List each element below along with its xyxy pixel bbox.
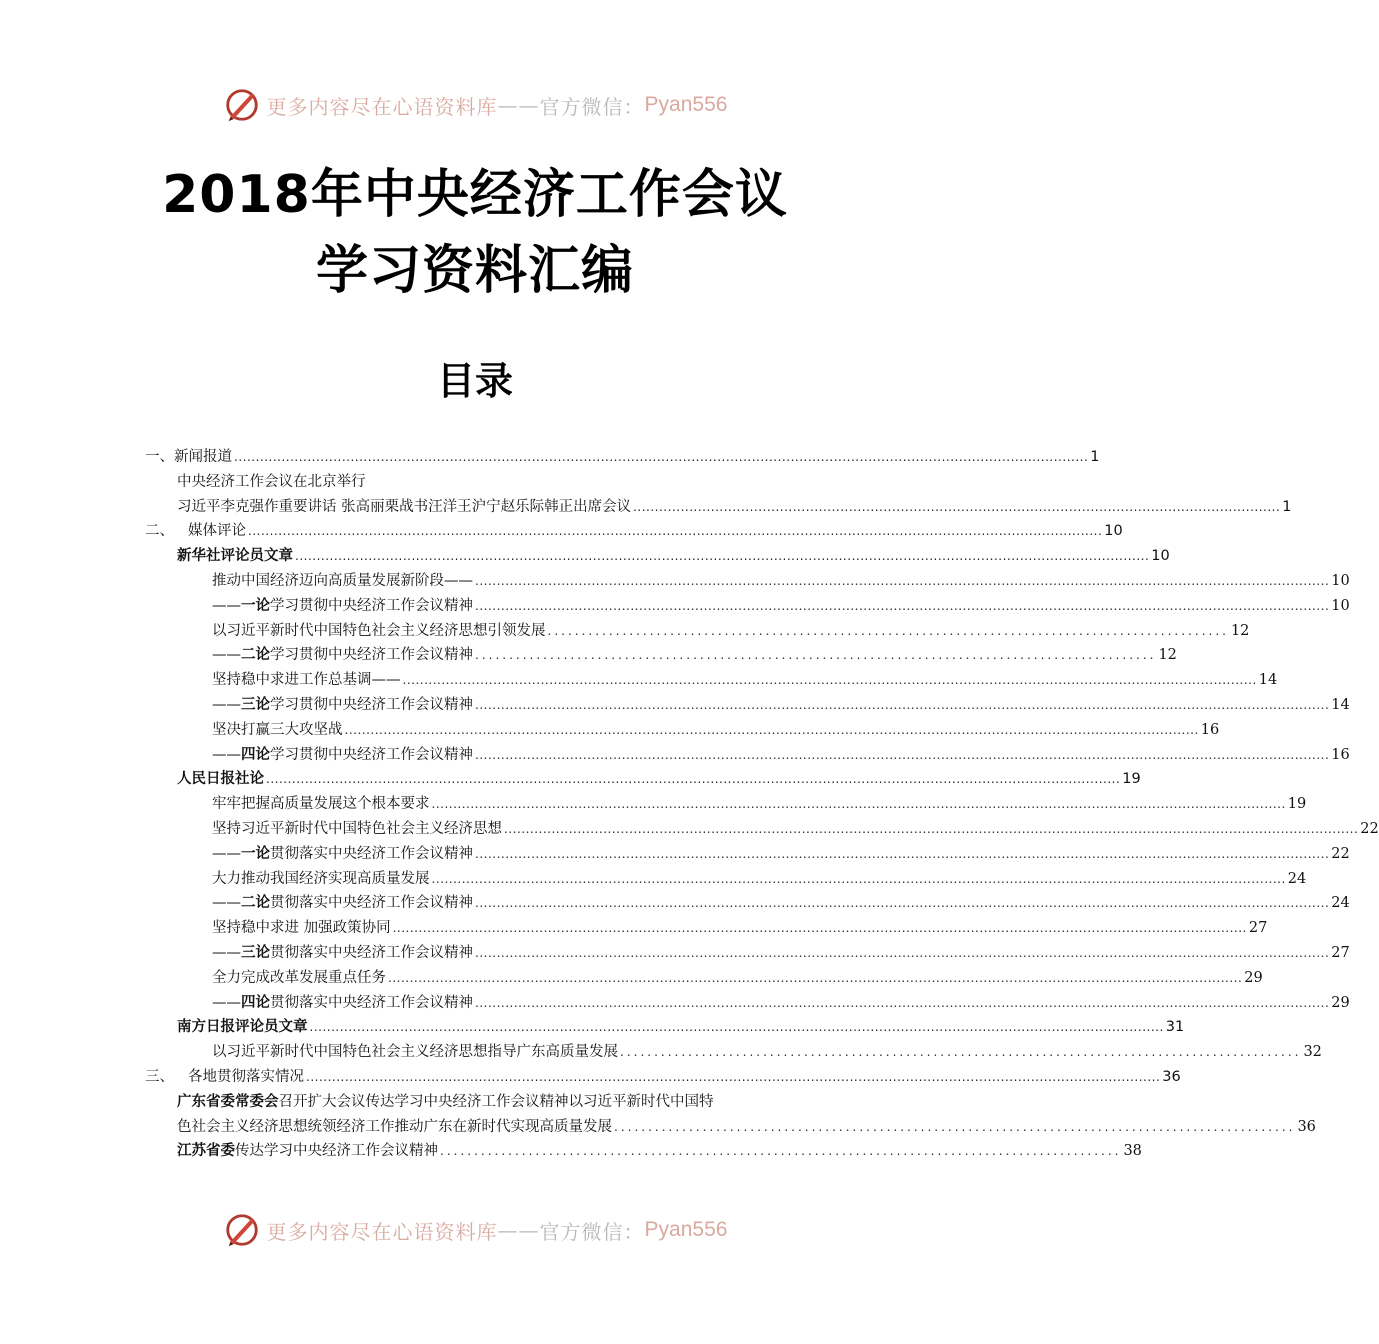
- toc-page-number: 22: [1331, 845, 1350, 862]
- toc-leader: ......................................................................................................................................................................................................: [388, 970, 1243, 985]
- toc-entry-title: 新华社评论员文章: [177, 548, 293, 565]
- toc-leader: ......................................................................................................................................................................................................: [234, 450, 1089, 464]
- toc-entry-title: 学习贯彻中央经济工作会议精神: [270, 597, 473, 614]
- toc-entry-title: 学习贯彻中央经济工作会议精神: [270, 746, 473, 763]
- watermark-wechat-id: Pyan556: [644, 93, 728, 116]
- toc-leader: ......................................................................................................................................................................................................: [475, 945, 1330, 960]
- toc-page-number: 24: [1287, 870, 1307, 887]
- toc-leader: ......................................................................................................................................................................................................: [475, 573, 1330, 588]
- toc-leader: ......................................................................................................................................................: [633, 499, 1281, 514]
- toc-entry-title: 坚决打赢三大攻坚战: [212, 721, 343, 738]
- toc-page-number: 14: [1331, 696, 1350, 713]
- toc-page-number: 19: [1287, 796, 1307, 813]
- toc-page-number: 1: [1090, 449, 1100, 465]
- toc-dash: ——: [212, 647, 241, 664]
- toc-org-label: 江苏省委: [177, 1143, 235, 1160]
- toc-page-number: 10: [1331, 572, 1350, 589]
- toc-leader: ....................................................................................................: [620, 1045, 1302, 1060]
- toc-entry-title: 贯彻落实中央经济工作会议精神: [270, 895, 473, 912]
- toc-leader: ......................................................................................................................................................................................................: [475, 995, 1330, 1010]
- toc-entry[interactable]: [145, 792, 1307, 817]
- toc-leader: ......................................................................................................................................................................................................: [295, 549, 1150, 564]
- toc-page-number: 14: [1258, 672, 1278, 689]
- toc-entry-title: 中央经济工作会议在北京举行: [177, 473, 366, 490]
- toc-page-number: 19: [1122, 771, 1141, 788]
- toc-leader: ....................................................................................................: [614, 1119, 1296, 1134]
- toc-entry[interactable]: [145, 594, 1350, 619]
- toc-page-number: 10: [1151, 548, 1170, 565]
- toc-section-number: 三、: [145, 1068, 174, 1085]
- toc-entry[interactable]: [145, 668, 1278, 693]
- toc-entry-title: 学习贯彻中央经济工作会议精神: [270, 696, 473, 713]
- toc-leader: ......................................................................................................................................................................................................: [431, 797, 1286, 812]
- toc-page-number: 16: [1331, 746, 1350, 763]
- toc-page-number: 10: [1104, 523, 1123, 540]
- toc-entry-title: 学习贯彻中央经济工作会议精神: [270, 647, 473, 664]
- toc-entry[interactable]: [145, 693, 1350, 718]
- watermark-text: 更多内容尽在心语资料库: [266, 94, 498, 119]
- toc-leader: ......................................................................................................................................................................................................: [475, 896, 1330, 911]
- toc-entry[interactable]: [145, 519, 1123, 544]
- footer-watermark: [0, 1210, 950, 1250]
- toc-entry-title: 传达学习中央经济工作会议精神: [235, 1143, 438, 1160]
- toc-entry-title: 以习近平新时代中国特色社会主义经济思想指导广东高质量发展: [212, 1044, 618, 1061]
- toc-entry[interactable]: [145, 817, 1379, 842]
- toc-part-label: 四论: [241, 993, 270, 1011]
- toc-leader: ....................................................................................................: [440, 1144, 1122, 1159]
- toc-page-number: 36: [1162, 1068, 1181, 1085]
- watermark-wechat-id: Pyan556: [644, 1218, 728, 1241]
- toc-entry-title: 南方日报评论员文章: [177, 1019, 308, 1036]
- toc-entry-title: 贯彻落实中央经济工作会议精神: [270, 845, 473, 862]
- toc-entry[interactable]: [145, 842, 1350, 867]
- watermark-separator: ——: [497, 1218, 540, 1242]
- toc-section-number: 二、: [145, 523, 174, 540]
- toc-dash: ——: [212, 845, 241, 862]
- table-of-contents: [145, 445, 1379, 1164]
- document-title-line2: 学习资料汇编: [315, 241, 634, 301]
- toc-entry-title: 媒体评论: [188, 523, 246, 540]
- toc-entry[interactable]: [145, 1139, 1142, 1164]
- toc-entry[interactable]: [145, 619, 1250, 644]
- watermark-wechat-label: 官方微信：: [539, 1219, 645, 1244]
- watermark-text: 更多内容尽在心语资料库: [266, 1219, 498, 1244]
- toc-leader: ......................................................................................................................................................................................................: [431, 871, 1286, 886]
- toc-entry-title: 色社会主义经济思想统领经济工作推动广东在新时代实现高质量发展: [177, 1118, 612, 1135]
- toc-entry[interactable]: [145, 445, 1100, 470]
- toc-dash: ——: [212, 597, 241, 614]
- toc-leader: ......................................................................................................................................................................................................: [266, 772, 1121, 787]
- toc-entry-title: 大力推动我国经济实现高质量发展: [212, 870, 430, 887]
- toc-heading: 目录: [436, 359, 513, 403]
- toc-page-number: 27: [1331, 944, 1350, 961]
- toc-entry[interactable]: [145, 718, 1220, 743]
- toc-page-number: 24: [1331, 895, 1350, 912]
- toc-entry-title: 人民日报社论: [177, 771, 264, 788]
- toc-leader: ......................................................................................................................................................................................................: [402, 673, 1257, 688]
- pen-logo-icon: [223, 1211, 261, 1249]
- toc-entry-title: 以习近平新时代中国特色社会主义经济思想引领发展: [212, 622, 546, 639]
- toc-page-number: 16: [1200, 721, 1220, 738]
- toc-entry-title: 坚持稳中求进工作总基调——: [212, 672, 401, 689]
- toc-leader: ......................................................................................................................................................................................................: [309, 1020, 1164, 1035]
- watermark-wechat-label: 官方微信：: [539, 94, 645, 119]
- toc-entry[interactable]: [145, 966, 1263, 991]
- toc-entry-title: 贯彻落实中央经济工作会议精神: [270, 994, 473, 1011]
- toc-entry-title: 牢牢把握高质量发展这个根本要求: [212, 796, 430, 813]
- toc-part-label: 一论: [241, 596, 270, 614]
- toc-page-number: 38: [1123, 1143, 1142, 1160]
- toc-leader: ....................................................................................................: [547, 623, 1229, 638]
- toc-part-label: 二论: [241, 646, 270, 664]
- toc-leader: ......................................................................................................................................................................................................: [504, 821, 1359, 836]
- toc-dash: ——: [212, 696, 241, 713]
- toc-page-number: 10: [1331, 597, 1350, 614]
- toc-entry[interactable]: [145, 1090, 806, 1115]
- toc-entry[interactable]: [145, 569, 1350, 594]
- toc-entry[interactable]: [145, 767, 1141, 792]
- toc-page-number: 32: [1303, 1044, 1322, 1061]
- header-watermark: [0, 85, 950, 125]
- pen-logo-icon: [223, 86, 261, 124]
- toc-leader: ......................................................................................................................................................................................................: [392, 921, 1247, 936]
- toc-page-number: 29: [1244, 969, 1263, 986]
- toc-entry-title: 习近平李克强作重要讲话 张高丽栗战书汪洋王沪宁赵乐际韩正出席会议: [177, 498, 632, 515]
- toc-entry-title: 坚持稳中求进 加强政策协同: [212, 920, 391, 937]
- toc-entry[interactable]: [145, 891, 1350, 916]
- toc-org-label: 广东省委常委会: [177, 1093, 279, 1110]
- toc-dash: ——: [212, 746, 241, 763]
- toc-entry[interactable]: [145, 1040, 1322, 1065]
- toc-part-label: 三论: [241, 943, 270, 961]
- toc-entry[interactable]: [145, 1115, 1316, 1140]
- toc-entry[interactable]: [145, 991, 1350, 1016]
- toc-leader: ......................................................................................................................................................................................................: [248, 524, 1103, 539]
- toc-section-number: 一、: [145, 449, 174, 465]
- toc-part-label: 二论: [241, 894, 270, 912]
- toc-entry[interactable]: [145, 1015, 1185, 1040]
- toc-entry[interactable]: [145, 916, 1268, 941]
- toc-entry-title: 各地贯彻落实情况: [188, 1068, 304, 1085]
- toc-entry[interactable]: [145, 1065, 1181, 1090]
- toc-entry[interactable]: [145, 743, 1350, 768]
- toc-entry[interactable]: [145, 495, 1292, 520]
- toc-leader: ......................................................................................................................................................................................................: [475, 598, 1330, 613]
- toc-entry[interactable]: [145, 470, 806, 495]
- toc-leader: ......................................................................................................................................................................................................: [344, 722, 1199, 737]
- toc-entry-title: 新闻报道: [174, 449, 232, 465]
- toc-part-label: 一论: [241, 844, 270, 862]
- toc-entry-title: 推动中国经济迈向高质量发展新阶段——: [212, 572, 473, 589]
- toc-part-label: 四论: [241, 745, 270, 763]
- toc-dash: ——: [212, 895, 241, 912]
- toc-entry[interactable]: [145, 941, 1350, 966]
- toc-page-number: 27: [1248, 920, 1268, 937]
- toc-leader: ....................................................................................................: [475, 648, 1157, 663]
- document-title-line1: 2018年中央经济工作会议: [162, 165, 788, 225]
- toc-leader: ......................................................................................................................................................................................................: [475, 697, 1330, 712]
- toc-entry-title: 贯彻落实中央经济工作会议精神: [270, 944, 473, 961]
- toc-page-number: 12: [1158, 647, 1177, 664]
- toc-entry-title: 全力完成改革发展重点任务: [212, 969, 386, 986]
- toc-leader: ......................................................................................................................................................................................................: [475, 846, 1330, 861]
- toc-leader: ......................................................................................................................................................................................................: [475, 747, 1330, 762]
- toc-dash: ——: [212, 994, 241, 1011]
- watermark-separator: ——: [497, 93, 540, 117]
- toc-page-number: 12: [1230, 622, 1250, 639]
- toc-dash: ——: [212, 944, 241, 961]
- toc-part-label: 三论: [241, 695, 270, 713]
- toc-page-number: 1: [1282, 498, 1292, 515]
- toc-entry-title: 召开扩大会议传达学习中央经济工作会议精神以习近平新时代中国特: [278, 1093, 714, 1110]
- toc-page-number: 29: [1331, 994, 1350, 1011]
- toc-entry[interactable]: [145, 867, 1307, 892]
- toc-page-number: 36: [1297, 1118, 1316, 1135]
- toc-leader: ......................................................................................................................................................................................................: [306, 1069, 1161, 1084]
- toc-entry[interactable]: [145, 643, 1177, 668]
- toc-entry[interactable]: [145, 544, 1170, 569]
- toc-page-number: 22: [1360, 820, 1379, 837]
- toc-entry-title: 坚持习近平新时代中国特色社会主义经济思想: [212, 820, 502, 837]
- toc-page-number: 31: [1165, 1019, 1185, 1036]
